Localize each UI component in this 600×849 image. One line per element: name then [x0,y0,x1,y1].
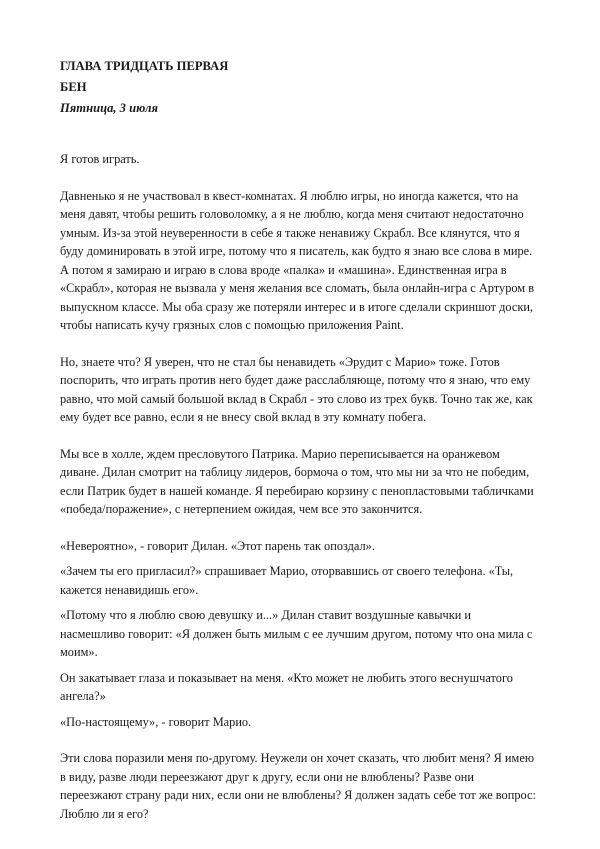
paragraph: «Зачем ты его пригласил?» спрашивает Марио, оторвавшись от своего телефона. «Ты, кажется ненавидишь его». [60,564,514,597]
chapter-heading [60,56,540,119]
paragraph: Давненько я не участвовал в квест-комнатах. Я люблю игры, но иногда кажется, что на меня давят, чтобы решить головоломку, а я не люблю, когда меня считают недостаточно умным. Из-за этой неуверенности в себе я также ненавижу Скрабл. Все клянутся, что я буду доминировать в этой игре, потому что я писатель, как будто я знаю все слова в мире. А потом я замираю и играю в слова вроде «палка» и «машина». Единственная игра в «Скрабл», которая не вызвала у меня желания все сломать, была онлайн-игра с Артуром в выпускном классе. Мы оба сразу же потеряли интерес и в итоге сделали скриншот доски, чтобы написать кучу грязных слов с помощью приложения Paint. [60,188,535,332]
paragraph: Я готов играть. [60,152,140,166]
paragraph: «Невероятно», - говорит Дилан. «Этот парень так опоздал». [60,538,375,553]
paragraph: Он закатывает глаза и показывает на меня. «Кто может не любить этого веснушчатого ангела?» [60,670,513,703]
paragraph: Эти слова поразили меня по-другому. Неужели он хочет сказать, что любит меня? Я имею в виду, разве люди переезжают друг к другу, если они не влюблены? Разве они переезжают страну ради них, если они не влюблены? Я должен задать себе тот же вопрос: Люблю ли я его? [60,751,536,821]
chapter-narrator: БЕН [60,80,87,94]
paragraph: Но, знаете что? Я уверен, что не стал бы ненавидеть «Эрудит с Марио» тоже. Готов поспорить, что играть против него будет даже расслабляюще, потому что я знаю, что ему равно, что мой самый большой вклад в Скрабл - это слово из трех букв. Точно так же, как ему будет все равно, если я не внесу свой вклад в эту комнату побега. [60,354,533,424]
paragraph: Мы все в холле, ждем пресловутого Патрика. Марио переписывается на оранжевом диване. Дилан смотрит на таблицу лидеров, бормоча о том, что мы ни за что не победим, если Патрик будет в нашей команде. Я перебираю корзину с пенопластовыми табличками «победа/поражение», с нетерпением ожидая, чем все это закончится. [60,446,534,516]
chapter-body [60,150,538,841]
chapter-title: ГЛАВА ТРИДЦАТЬ ПЕРВАЯ [60,59,229,73]
chapter-date: Пятница, 3 июля [60,101,158,115]
paragraph: «По-настоящему», - говорит Марио. [60,714,252,729]
paragraph: «Потому что я люблю свою девушку и...» Дилан ставит воздушные кавычки и насмешливо говорит: «Я должен быть милым с ее лучшим другом, потому что она мила с моим». [60,608,533,659]
